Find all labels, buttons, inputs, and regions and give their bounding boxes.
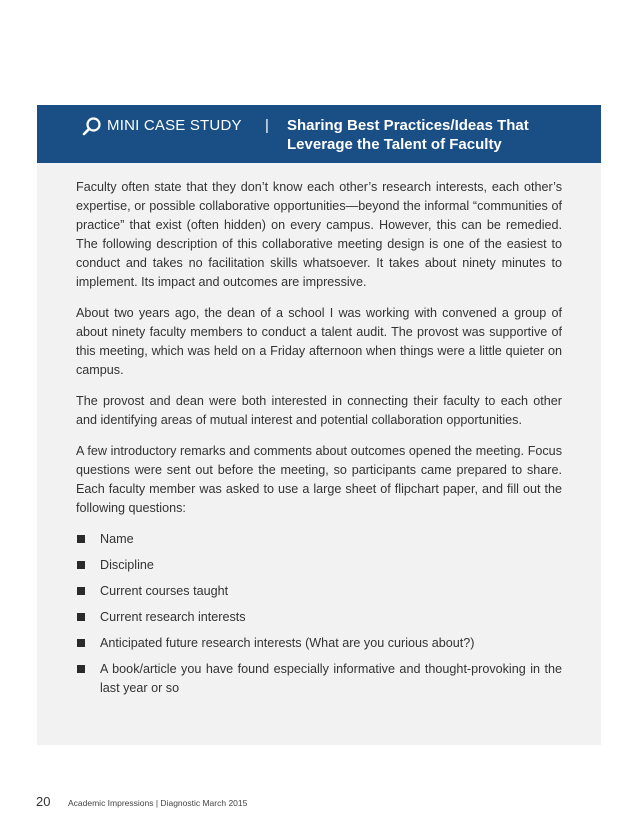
question-list xyxy=(76,530,562,698)
list-item xyxy=(76,582,562,601)
paragraph: A few introductory remarks and comments about outcomes opened the meeting. Focus questions were sent out before the meeting, so participants came prepared to share. Each faculty member was asked to use a large sheet of flipchart paper, and fill out the following questions: xyxy=(76,444,562,515)
case-study-body xyxy=(76,178,562,705)
list-item xyxy=(76,608,562,627)
paragraph: Faculty often state that they don’t know each other’s research interests, each other’s expertise, or possible collaborative opportunities—beyond the informal “communities of practice” that exist (often hidden) on every campus. However, this can be remedied. The following description of this collaborative meeting design is one of the easiest to conduct and takes no facilitation skills whatsoever. It takes about ninety minutes to implement. Its impact and outcomes are impressive. xyxy=(76,180,562,289)
paragraph: About two years ago, the dean of a school I was working with convened a group of about ninety faculty members to conduct a talent audit. The provost was supportive of this meeting, which was held on a Friday afternoon when things were a little quieter on campus. xyxy=(76,306,562,377)
magnifier-icon xyxy=(82,116,102,136)
list-item-text: Anticipated future research interests (What are you curious about?) xyxy=(100,636,475,650)
square-bullet-icon xyxy=(77,665,85,673)
footer-text: Academic Impressions | Diagnostic March 2015 xyxy=(68,798,248,808)
square-bullet-icon xyxy=(77,535,85,543)
list-item-text: Current courses taught xyxy=(100,584,229,598)
square-bullet-icon xyxy=(77,587,85,595)
list-item xyxy=(76,634,562,653)
banner-title: Sharing Best Practices/Ideas That Leverage the Talent of Faculty xyxy=(287,117,529,153)
list-item-text: A book/article you have found especially informative and thought-provoking in the last year or so xyxy=(100,662,562,695)
banner-separator: | xyxy=(265,117,269,134)
paragraph: The provost and dean were both interested in connecting their faculty to each other and identifying areas of mutual interest and potential collaboration opportunities. xyxy=(76,394,562,427)
banner-label: MINI CASE STUDY xyxy=(107,117,242,134)
list-item xyxy=(76,556,562,575)
square-bullet-icon xyxy=(77,639,85,647)
list-item-text: Current research interests xyxy=(100,610,246,624)
list-item-text: Name xyxy=(100,532,134,546)
list-item xyxy=(76,660,562,698)
page-number: 20 xyxy=(36,794,51,809)
list-item xyxy=(76,530,562,549)
square-bullet-icon xyxy=(77,613,85,621)
square-bullet-icon xyxy=(77,561,85,569)
list-item-text: Discipline xyxy=(100,558,154,572)
